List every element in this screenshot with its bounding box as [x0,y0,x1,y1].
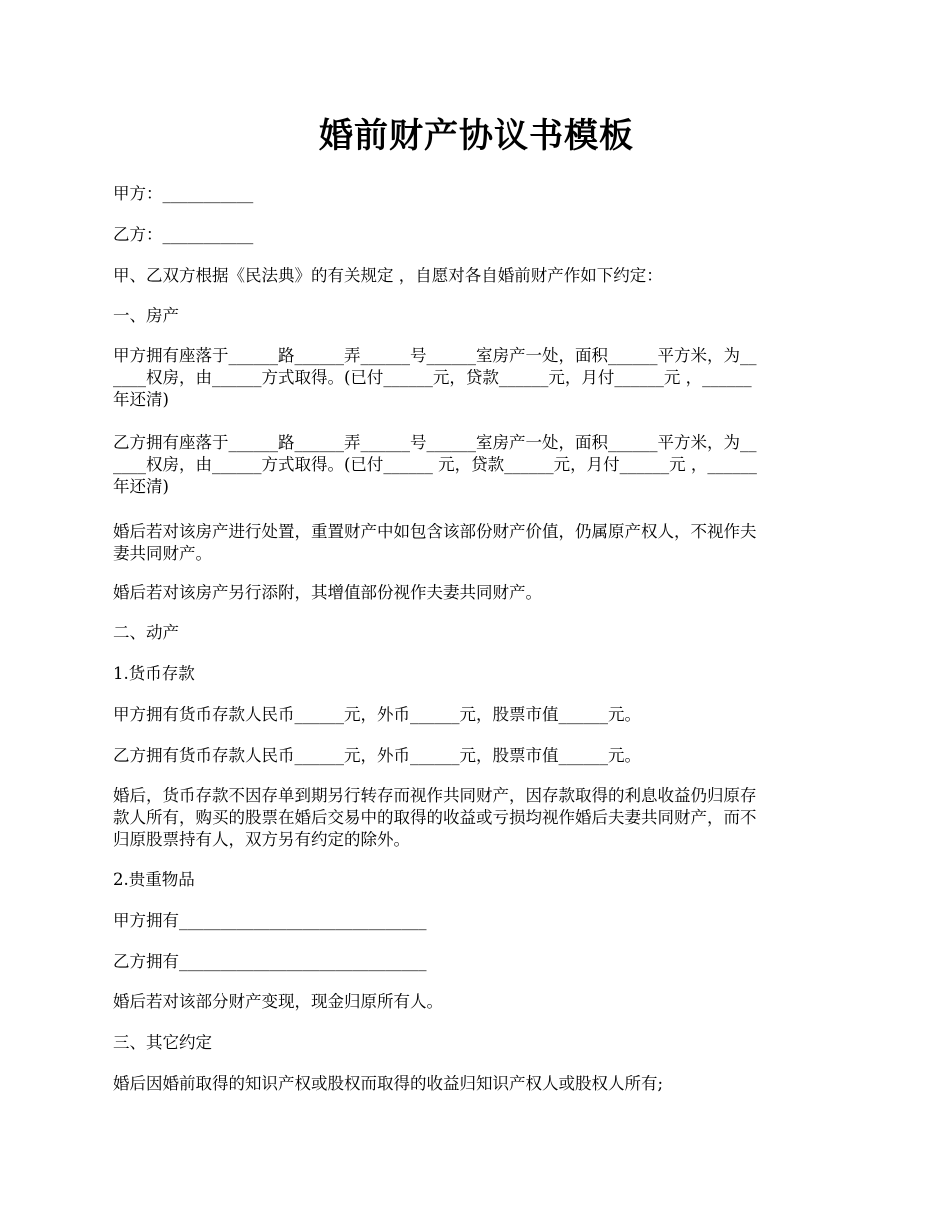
deposit-subheading: 1.货币存款 [113,664,195,683]
property-addition-paragraph: 婚后若对该房产另行添附，其增值部份视作夫妻共同财产。 [113,583,542,602]
document-title: 婚前财产协议书模板 [319,116,634,156]
party-a-line: 甲方：___________ [113,184,254,203]
paragraph-line: 年还清) [113,477,169,496]
party-a-deposit-line: 甲方拥有货币存款人民币______元，外币______元，股票市值______元。 [113,705,641,724]
paragraph-line: ____权房，由______方式取得。(已付______ 元，贷款______元，月付______元 ，______ [113,455,757,474]
intro-paragraph: 甲、乙双方根据《民法典》的有关规定 ，自愿对各自婚前财产作如下约定： [113,266,663,285]
section-1-heading: 一、房产 [113,306,179,325]
ip-terms-paragraph: 婚后因婚前取得的知识产权或股权而取得的收益归知识产权人或股权人所有; [113,1074,664,1093]
paragraph-line: 婚后，货币存款不因存单到期另行转存而视作共同财产，因存款取得的利息收益仍归原存 [113,786,757,805]
property-disposal-paragraph [113,521,840,565]
party-b-property-paragraph [113,432,840,498]
party-b-line: 乙方：___________ [113,225,254,244]
paragraph-line: 婚后若对该房产进行处置，重置财产中如包含该部份财产价值，仍属原产权人，不视作夫 [113,522,757,541]
section-2-heading: 二、动产 [113,623,179,642]
party-a-property-paragraph [113,345,840,411]
valuables-subheading: 2.贵重物品 [113,870,195,889]
valuables-terms-paragraph: 婚后若对该部分财产变现，现金归原所有人。 [113,992,443,1011]
paragraph-line: 归原股票持有人，双方另有约定的除外。 [113,830,410,849]
paragraph-line: 年还清) [113,390,169,409]
paragraph-line: 甲方拥有座落于______路______弄______号______室房产一处，面积______平方米，为__ [113,346,757,365]
party-b-deposit-line: 乙方拥有货币存款人民币______元，外币______元，股票市值______元。 [113,746,641,765]
paragraph-line: 妻共同财产。 [113,544,212,563]
paragraph-line: ____权房，由______方式取得。(已付______元，贷款______元，月付______元 ，______ [113,368,752,387]
paragraph-line: 乙方拥有座落于______路______弄______号______室房产一处，面积______平方米，为__ [113,433,757,452]
section-3-heading: 三、其它约定 [113,1033,212,1052]
deposit-terms-paragraph [113,785,840,851]
paragraph-line: 款人所有，购买的股票在婚后交易中的取得的收益或亏损均视作婚后夫妻共同财产，而不 [113,808,757,827]
party-b-valuables-line: 乙方拥有______________________________ [113,952,427,971]
party-a-valuables-line: 甲方拥有______________________________ [113,911,427,930]
